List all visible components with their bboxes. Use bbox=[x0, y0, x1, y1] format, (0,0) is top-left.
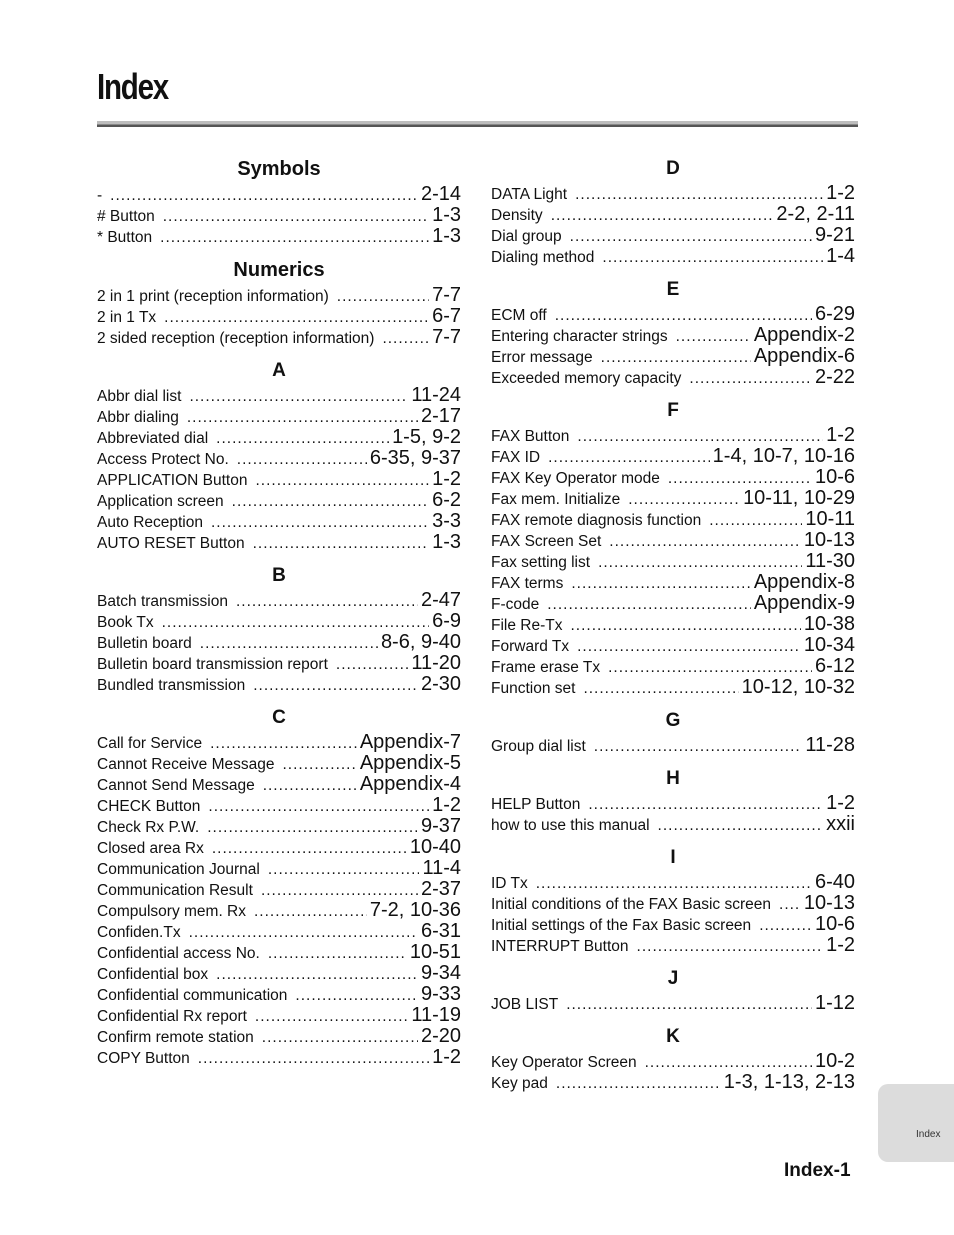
index-entry bbox=[491, 204, 855, 225]
dot-leader bbox=[637, 936, 824, 956]
page-reference: 10-34 bbox=[803, 635, 855, 656]
index-entry bbox=[97, 900, 461, 921]
index-entry bbox=[97, 611, 461, 632]
page-reference: 2-22 bbox=[814, 367, 855, 388]
page-reference: 1-2 bbox=[826, 425, 855, 446]
dot-leader bbox=[382, 328, 429, 348]
index-term: FAX Button bbox=[491, 428, 570, 445]
page-reference: Appendix-4 bbox=[359, 774, 461, 795]
page-reference: 1-5, 9-2 bbox=[392, 427, 461, 448]
page-reference: 7-2, 10-36 bbox=[369, 900, 461, 921]
section-heading: G bbox=[665, 710, 681, 731]
dot-leader bbox=[668, 468, 812, 488]
section-heading: J bbox=[667, 968, 679, 989]
page-reference: 6-29 bbox=[814, 304, 855, 325]
dot-leader bbox=[189, 922, 418, 942]
index-term: Confidential access No. bbox=[97, 945, 260, 962]
dot-leader bbox=[547, 594, 751, 614]
page-reference: 9-37 bbox=[420, 816, 461, 837]
index-entry bbox=[97, 590, 461, 611]
index-entry bbox=[97, 469, 461, 490]
index-entry bbox=[491, 488, 855, 509]
dot-leader bbox=[583, 678, 738, 698]
index-section bbox=[491, 708, 855, 756]
page-reference: 2-37 bbox=[420, 879, 461, 900]
page-reference: 1-4 bbox=[826, 246, 855, 267]
index-term: Communication Journal bbox=[97, 861, 260, 878]
index-term: 2 sided reception (reception information) bbox=[97, 330, 375, 347]
page-reference: 7-7 bbox=[432, 285, 461, 306]
section-heading: B bbox=[272, 565, 286, 586]
index-term: Closed area Rx bbox=[97, 840, 204, 857]
section-heading: Symbols bbox=[237, 158, 321, 180]
dot-leader bbox=[163, 206, 429, 226]
index-entry bbox=[491, 914, 855, 935]
page-reference: 11-19 bbox=[411, 1005, 461, 1026]
page-reference: 6-12 bbox=[814, 656, 855, 677]
index-entry bbox=[491, 225, 855, 246]
index-entry bbox=[97, 753, 461, 774]
dot-leader bbox=[570, 615, 800, 635]
section-heading: H bbox=[666, 768, 680, 789]
index-entry bbox=[491, 304, 855, 325]
page-reference: 1-2 bbox=[432, 1047, 461, 1068]
index-term: 2 in 1 print (reception information) bbox=[97, 288, 329, 305]
index-entry bbox=[491, 635, 855, 656]
page-reference: 9-33 bbox=[420, 984, 461, 1005]
index-term: Entering character strings bbox=[491, 328, 668, 345]
index-entry bbox=[491, 246, 855, 267]
dot-leader bbox=[295, 985, 418, 1005]
index-term: Confidential Rx report bbox=[97, 1008, 247, 1025]
index-section bbox=[491, 398, 855, 698]
index-section bbox=[491, 1024, 855, 1093]
dot-leader bbox=[337, 286, 429, 306]
dot-leader bbox=[571, 573, 750, 593]
index-term: Access Protect No. bbox=[97, 451, 229, 468]
page-reference: 2-2, 2-11 bbox=[776, 204, 855, 225]
dot-leader bbox=[216, 964, 418, 984]
dot-leader bbox=[160, 227, 429, 247]
index-term: # Button bbox=[97, 208, 155, 225]
index-term: APPLICATION Button bbox=[97, 472, 248, 489]
index-term: COPY Button bbox=[97, 1050, 190, 1067]
page-reference: 10-13 bbox=[803, 530, 855, 551]
index-term: CHECK Button bbox=[97, 798, 201, 815]
index-entry bbox=[97, 921, 461, 942]
page-reference: 1-4, 10-7, 10-16 bbox=[712, 446, 855, 467]
index-entry bbox=[97, 427, 461, 448]
section-heading: E bbox=[666, 279, 680, 300]
dot-leader bbox=[609, 531, 801, 551]
index-entry bbox=[491, 1051, 855, 1072]
index-entry bbox=[97, 963, 461, 984]
dot-leader bbox=[237, 449, 367, 469]
index-entry bbox=[97, 532, 461, 553]
page-reference: 2-14 bbox=[420, 184, 461, 205]
dot-leader bbox=[207, 817, 418, 837]
page-reference: 11-4 bbox=[422, 858, 461, 879]
index-entry bbox=[97, 1047, 461, 1068]
index-section bbox=[491, 277, 855, 388]
page-reference: 6-35, 9-37 bbox=[369, 448, 461, 469]
dot-leader bbox=[594, 736, 803, 756]
index-entry bbox=[491, 993, 855, 1014]
index-column-right bbox=[491, 156, 855, 1103]
index-term: Fax setting list bbox=[491, 554, 591, 571]
section-heading: C bbox=[272, 707, 286, 728]
index-term: Confidential communication bbox=[97, 987, 288, 1004]
page-reference: 7-7 bbox=[432, 327, 461, 348]
index-term: Function set bbox=[491, 680, 576, 697]
index-entry bbox=[97, 879, 461, 900]
page-reference: 10-11, 10-29 bbox=[743, 488, 855, 509]
page-reference: 9-34 bbox=[420, 963, 461, 984]
index-entry bbox=[491, 614, 855, 635]
page-reference: 10-13 bbox=[803, 893, 855, 914]
index-term: DATA Light bbox=[491, 186, 568, 203]
index-term: ECM off bbox=[491, 307, 547, 324]
index-term: FAX remote diagnosis function bbox=[491, 512, 702, 529]
index-entry bbox=[97, 511, 461, 532]
index-term: Cannot Send Message bbox=[97, 777, 255, 794]
index-term: - bbox=[97, 187, 103, 204]
index-term: Confirm remote station bbox=[97, 1029, 254, 1046]
dot-leader bbox=[676, 326, 751, 346]
dot-leader bbox=[536, 873, 812, 893]
index-entry bbox=[491, 467, 855, 488]
index-entry bbox=[97, 1026, 461, 1047]
page-reference: 10-6 bbox=[814, 914, 855, 935]
index-term: Auto Reception bbox=[97, 514, 203, 531]
index-term: Abbr dialing bbox=[97, 409, 179, 426]
index-term: Exceeded memory capacity bbox=[491, 370, 682, 387]
index-term: Abbr dial list bbox=[97, 388, 182, 405]
dot-leader bbox=[575, 184, 823, 204]
dot-leader bbox=[110, 185, 418, 205]
index-term: 2 in 1 Tx bbox=[97, 309, 157, 326]
index-entry bbox=[97, 674, 461, 695]
dot-leader bbox=[551, 205, 774, 225]
dot-leader bbox=[548, 447, 710, 467]
index-entry bbox=[491, 551, 855, 572]
page-reference: 1-2 bbox=[826, 183, 855, 204]
index-term: Confidential box bbox=[97, 966, 209, 983]
index-term: Communication Result bbox=[97, 882, 253, 899]
dot-leader bbox=[555, 305, 812, 325]
dot-leader bbox=[254, 901, 367, 921]
page-reference: 1-3 bbox=[432, 226, 461, 247]
index-term: Confiden.Tx bbox=[97, 924, 181, 941]
index-entry bbox=[97, 732, 461, 753]
index-entry bbox=[491, 446, 855, 467]
page-reference: 1-2 bbox=[826, 793, 855, 814]
index-entry bbox=[491, 677, 855, 698]
index-term: FAX ID bbox=[491, 449, 541, 466]
index-column-left bbox=[97, 156, 461, 1078]
page-reference: 8-6, 9-40 bbox=[380, 632, 461, 653]
dot-leader bbox=[189, 386, 408, 406]
index-term: Frame erase Tx bbox=[491, 659, 601, 676]
index-term: Bulletin board transmission report bbox=[97, 656, 328, 673]
index-term: Key Operator Screen bbox=[491, 1054, 637, 1071]
index-entry bbox=[97, 406, 461, 427]
index-term: * Button bbox=[97, 229, 153, 246]
page-reference: 6-31 bbox=[420, 921, 461, 942]
index-term: Key pad bbox=[491, 1075, 548, 1092]
page-reference: 9-21 bbox=[814, 225, 855, 246]
dot-leader bbox=[709, 510, 802, 530]
dot-leader bbox=[255, 1006, 408, 1026]
dot-leader bbox=[261, 880, 418, 900]
index-section bbox=[97, 563, 461, 695]
dot-leader bbox=[232, 491, 429, 511]
index-term: ID Tx bbox=[491, 875, 528, 892]
dot-leader bbox=[255, 470, 429, 490]
page-reference: 11-28 bbox=[805, 735, 855, 756]
dot-leader bbox=[628, 489, 740, 509]
index-entry bbox=[97, 285, 461, 306]
dot-leader bbox=[602, 247, 823, 267]
page-reference: 10-51 bbox=[409, 942, 461, 963]
dot-leader bbox=[601, 347, 751, 367]
page-reference: 1-3 bbox=[432, 532, 461, 553]
dot-leader bbox=[268, 943, 407, 963]
section-heading: K bbox=[666, 1026, 680, 1047]
index-entry bbox=[491, 735, 855, 756]
dot-leader bbox=[608, 657, 812, 677]
index-term: Fax mem. Initialize bbox=[491, 491, 621, 508]
index-entry bbox=[97, 795, 461, 816]
index-entry bbox=[97, 490, 461, 511]
dot-leader bbox=[162, 612, 430, 632]
index-entry bbox=[491, 367, 855, 388]
index-term: JOB LIST bbox=[491, 996, 559, 1013]
index-term: Group dial list bbox=[491, 738, 586, 755]
page-reference: Appendix-5 bbox=[359, 753, 461, 774]
page-reference: Appendix-6 bbox=[753, 346, 855, 367]
page-reference: xxii bbox=[826, 814, 855, 835]
index-entry bbox=[491, 183, 855, 204]
index-entry bbox=[491, 814, 855, 835]
index-term: AUTO RESET Button bbox=[97, 535, 245, 552]
section-heading: D bbox=[666, 158, 680, 179]
index-entry bbox=[97, 184, 461, 205]
index-entry bbox=[491, 346, 855, 367]
index-term: HELP Button bbox=[491, 796, 581, 813]
page-title: Index bbox=[97, 66, 168, 107]
dot-leader bbox=[577, 426, 823, 446]
page-reference: 11-30 bbox=[805, 551, 855, 572]
index-section bbox=[97, 156, 461, 247]
index-term: Compulsory mem. Rx bbox=[97, 903, 246, 920]
index-section bbox=[491, 966, 855, 1014]
page-reference: 1-2 bbox=[432, 795, 461, 816]
index-entry bbox=[491, 893, 855, 914]
index-entry bbox=[491, 530, 855, 551]
index-term: Initial settings of the Fax Basic screen bbox=[491, 917, 752, 934]
page-reference: 2-30 bbox=[420, 674, 461, 695]
section-heading: F bbox=[667, 400, 679, 421]
title-divider bbox=[97, 121, 858, 127]
dot-leader bbox=[556, 1073, 721, 1093]
dot-leader bbox=[336, 654, 408, 674]
index-section bbox=[97, 257, 461, 348]
index-term: Error message bbox=[491, 349, 593, 366]
index-entry bbox=[97, 205, 461, 226]
index-section bbox=[491, 156, 855, 267]
page-reference: 1-2 bbox=[826, 935, 855, 956]
page-reference: 6-2 bbox=[432, 490, 461, 511]
index-term: Batch transmission bbox=[97, 593, 228, 610]
page-reference: 10-6 bbox=[814, 467, 855, 488]
index-term: Call for Service bbox=[97, 735, 203, 752]
index-term: Bundled transmission bbox=[97, 677, 246, 694]
page-reference: 11-20 bbox=[411, 653, 461, 674]
dot-leader bbox=[263, 775, 357, 795]
page-reference: 10-12, 10-32 bbox=[741, 677, 855, 698]
dot-leader bbox=[577, 636, 801, 656]
dot-leader bbox=[211, 512, 429, 532]
dot-leader bbox=[164, 307, 429, 327]
index-section bbox=[491, 845, 855, 956]
page-reference: 11-24 bbox=[411, 385, 461, 406]
section-heading: Numerics bbox=[233, 259, 325, 281]
index-entry bbox=[97, 1005, 461, 1026]
page-reference: 6-9 bbox=[432, 611, 461, 632]
page-reference: Appendix-2 bbox=[753, 325, 855, 346]
index-entry bbox=[97, 816, 461, 837]
section-heading: A bbox=[272, 360, 286, 381]
index-term: Initial conditions of the FAX Basic screen bbox=[491, 896, 772, 913]
page-reference: 1-3, 1-13, 2-13 bbox=[723, 1072, 855, 1093]
dot-leader bbox=[588, 794, 823, 814]
page-reference: Appendix-8 bbox=[753, 572, 855, 593]
index-entry bbox=[97, 858, 461, 879]
dot-leader bbox=[566, 994, 812, 1014]
index-term: Bulletin board bbox=[97, 635, 192, 652]
page-reference: 6-40 bbox=[814, 872, 855, 893]
dot-leader bbox=[262, 1027, 418, 1047]
index-entry bbox=[97, 984, 461, 1005]
section-heading: I bbox=[670, 847, 676, 868]
page-reference: 2-20 bbox=[420, 1026, 461, 1047]
dot-leader bbox=[253, 675, 418, 695]
index-entry bbox=[97, 385, 461, 406]
index-term: how to use this manual bbox=[491, 817, 650, 834]
index-term: F-code bbox=[491, 596, 540, 613]
index-entry bbox=[491, 425, 855, 446]
page-reference: 10-38 bbox=[803, 614, 855, 635]
dot-leader bbox=[200, 633, 378, 653]
index-entry bbox=[491, 793, 855, 814]
side-tab-label: Index bbox=[916, 1129, 941, 1140]
index-term: Dial group bbox=[491, 228, 562, 245]
page-number: Index-1 bbox=[784, 1160, 851, 1181]
index-entry bbox=[491, 872, 855, 893]
index-term: INTERRUPT Button bbox=[491, 938, 629, 955]
page-reference: 10-2 bbox=[814, 1051, 855, 1072]
page-reference: 1-12 bbox=[814, 993, 855, 1014]
index-entry bbox=[491, 935, 855, 956]
index-entry bbox=[491, 325, 855, 346]
index-entry bbox=[97, 942, 461, 963]
index-entry bbox=[97, 653, 461, 674]
dot-leader bbox=[212, 838, 407, 858]
index-entry bbox=[97, 632, 461, 653]
page-reference: 2-47 bbox=[420, 590, 461, 611]
index-term: Book Tx bbox=[97, 614, 154, 631]
dot-leader bbox=[198, 1048, 429, 1068]
index-term: Check Rx P.W. bbox=[97, 819, 200, 836]
index-term: File Re-Tx bbox=[491, 617, 563, 634]
index-entry bbox=[97, 306, 461, 327]
index-term: Density bbox=[491, 207, 543, 224]
dot-leader bbox=[268, 859, 420, 879]
index-section bbox=[491, 766, 855, 835]
dot-leader bbox=[779, 894, 801, 914]
index-entry bbox=[491, 593, 855, 614]
index-entry bbox=[97, 448, 461, 469]
index-entry bbox=[97, 327, 461, 348]
page-reference: 2-17 bbox=[420, 406, 461, 427]
dot-leader bbox=[208, 796, 429, 816]
page-reference: 1-2 bbox=[432, 469, 461, 490]
index-section bbox=[97, 358, 461, 553]
dot-leader bbox=[216, 428, 389, 448]
index-entry bbox=[97, 837, 461, 858]
page-reference: 10-40 bbox=[409, 837, 461, 858]
side-tab bbox=[878, 1084, 954, 1162]
index-entry bbox=[491, 572, 855, 593]
index-entry bbox=[491, 509, 855, 530]
index-term: Abbreviated dial bbox=[97, 430, 209, 447]
page-reference: Appendix-9 bbox=[753, 593, 855, 614]
dot-leader bbox=[598, 552, 802, 572]
dot-leader bbox=[645, 1052, 812, 1072]
index-term: Dialing method bbox=[491, 249, 595, 266]
dot-leader bbox=[253, 533, 429, 553]
index-term: Cannot Receive Message bbox=[97, 756, 275, 773]
index-entry bbox=[97, 774, 461, 795]
dot-leader bbox=[210, 733, 357, 753]
index-term: FAX Key Operator mode bbox=[491, 470, 660, 487]
dot-leader bbox=[689, 368, 812, 388]
page-reference: 1-3 bbox=[432, 205, 461, 226]
index-section bbox=[97, 705, 461, 1068]
index-term: Application screen bbox=[97, 493, 224, 510]
dot-leader bbox=[759, 915, 812, 935]
index-term: FAX terms bbox=[491, 575, 564, 592]
page-reference: 6-7 bbox=[432, 306, 461, 327]
dot-leader bbox=[570, 226, 812, 246]
dot-leader bbox=[236, 591, 418, 611]
page-reference: 10-11 bbox=[805, 509, 855, 530]
page-reference: Appendix-7 bbox=[359, 732, 461, 753]
page-reference: 3-3 bbox=[432, 511, 461, 532]
dot-leader bbox=[187, 407, 418, 427]
index-entry bbox=[491, 1072, 855, 1093]
dot-leader bbox=[283, 754, 357, 774]
dot-leader bbox=[658, 815, 824, 835]
index-entry bbox=[97, 226, 461, 247]
index-term: FAX Screen Set bbox=[491, 533, 602, 550]
index-term: Forward Tx bbox=[491, 638, 570, 655]
index-entry bbox=[491, 656, 855, 677]
